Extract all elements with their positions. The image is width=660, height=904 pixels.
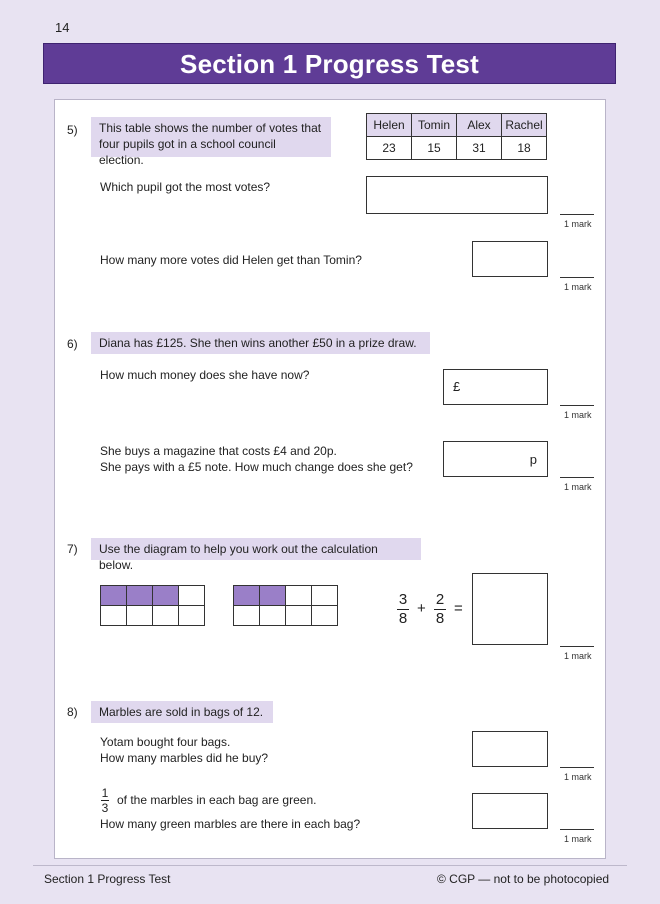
- question-5-intro: [91, 117, 331, 167]
- table-header-cell: Tomin: [412, 114, 457, 137]
- grid-cell: [234, 606, 260, 626]
- answer-box-6a[interactable]: [443, 369, 548, 405]
- denominator: 3: [101, 801, 109, 815]
- denominator: 8: [435, 610, 445, 627]
- pound-sign: £: [453, 379, 461, 394]
- mark-label: 1 mark: [564, 410, 592, 420]
- footer-divider: [33, 865, 627, 866]
- grid-cell: [179, 606, 205, 626]
- title-banner: [43, 43, 616, 84]
- question-7-number: 7): [67, 542, 78, 556]
- grid-cell: [312, 586, 338, 606]
- fraction-diagram-1: [100, 585, 205, 626]
- mark-line: [560, 405, 594, 406]
- grid-cell: [153, 606, 179, 626]
- footer-copyright: © CGP — not to be photocopied: [437, 872, 610, 886]
- question-6b-line1: She buys a magazine that costs £4 and 20p.: [100, 444, 337, 458]
- table-header-cell: Rachel: [502, 114, 547, 137]
- question-5-number: 5): [67, 123, 78, 137]
- table-header-cell: Helen: [367, 114, 412, 137]
- question-7-intro: Use the diagram to help you work out the calculation below.: [91, 538, 421, 560]
- answer-box-8a[interactable]: [472, 731, 548, 767]
- fraction-three-eighths: [397, 592, 409, 627]
- mark-label: 1 mark: [564, 482, 592, 492]
- grid-cell: [260, 606, 286, 626]
- grid-cell-shaded: [101, 586, 127, 606]
- question-8b-line1: of the marbles in each bag are green.: [117, 793, 317, 807]
- numerator: 3: [398, 591, 408, 608]
- pence-sign: p: [529, 452, 537, 467]
- question-6b-line2: She pays with a £5 note. How much change does she get?: [100, 460, 413, 474]
- mark-label: 1 mark: [564, 772, 592, 782]
- table-value-cell: 31: [457, 137, 502, 160]
- question-6a-text: How much money does she have now?: [100, 368, 310, 382]
- mark-line: [560, 214, 594, 215]
- equals-sign: =: [454, 600, 463, 617]
- answer-box-8b[interactable]: [472, 793, 548, 829]
- fraction-one-third: [101, 787, 109, 814]
- fraction-two-eighths: [434, 592, 446, 627]
- page-number: 14: [55, 20, 70, 35]
- mark-line: [560, 767, 594, 768]
- question-5a-text: Which pupil got the most votes?: [100, 180, 271, 194]
- table-header-cell: Alex: [457, 114, 502, 137]
- footer-section-label: Section 1 Progress Test: [44, 872, 171, 886]
- fraction-diagram-2: [233, 585, 338, 626]
- mark-label: 1 mark: [564, 834, 592, 844]
- grid-cell: [286, 586, 312, 606]
- grid-cell: [101, 606, 127, 626]
- mark-line: [560, 477, 594, 478]
- answer-box-7[interactable]: [472, 573, 548, 645]
- mark-line: [560, 829, 594, 830]
- page-title: Section 1 Progress Test: [180, 49, 479, 79]
- question-5-intro-line1: This table shows the number of votes that: [99, 121, 322, 135]
- denominator: 8: [398, 610, 408, 627]
- question-8a-line1: Yotam bought four bags.: [100, 735, 231, 749]
- question-8a-text: [100, 734, 268, 766]
- answer-box-5b[interactable]: [472, 241, 548, 277]
- plus-sign: +: [417, 600, 426, 617]
- grid-cell-shaded: [127, 586, 153, 606]
- table-value-cell: 18: [502, 137, 547, 160]
- votes-table: [366, 113, 547, 160]
- answer-box-6b[interactable]: [443, 441, 548, 477]
- grid-cell: [312, 606, 338, 626]
- table-value-cell: 15: [412, 137, 457, 160]
- question-8-intro: Marbles are sold in bags of 12.: [91, 701, 273, 723]
- question-6-number: 6): [67, 337, 78, 351]
- numerator: 2: [435, 591, 445, 608]
- question-8a-line2: How many marbles did he buy?: [100, 751, 269, 765]
- question-8b-line2: How many green marbles are there in each bag?: [100, 817, 361, 831]
- grid-cell: [286, 606, 312, 626]
- question-5-intro-line2: four pupils got in a school council election.: [99, 137, 276, 167]
- grid-cell: [127, 606, 153, 626]
- mark-label: 1 mark: [564, 651, 592, 661]
- table-value-cell: 23: [367, 137, 412, 160]
- mark-line: [560, 277, 594, 278]
- grid-cell: [179, 586, 205, 606]
- question-5b-text: How many more votes did Helen get than Tomin?: [100, 253, 362, 267]
- grid-cell-shaded: [153, 586, 179, 606]
- mark-label: 1 mark: [564, 219, 592, 229]
- mark-label: 1 mark: [564, 282, 592, 292]
- grid-cell-shaded: [234, 586, 260, 606]
- answer-box-5a[interactable]: [366, 176, 548, 214]
- numerator: 1: [101, 786, 109, 800]
- question-6-intro: Diana has £125. She then wins another £50 in a prize draw.: [91, 332, 430, 354]
- question-6b-text: [100, 443, 413, 475]
- mark-line: [560, 646, 594, 647]
- grid-cell-shaded: [260, 586, 286, 606]
- question-8-number: 8): [67, 705, 78, 719]
